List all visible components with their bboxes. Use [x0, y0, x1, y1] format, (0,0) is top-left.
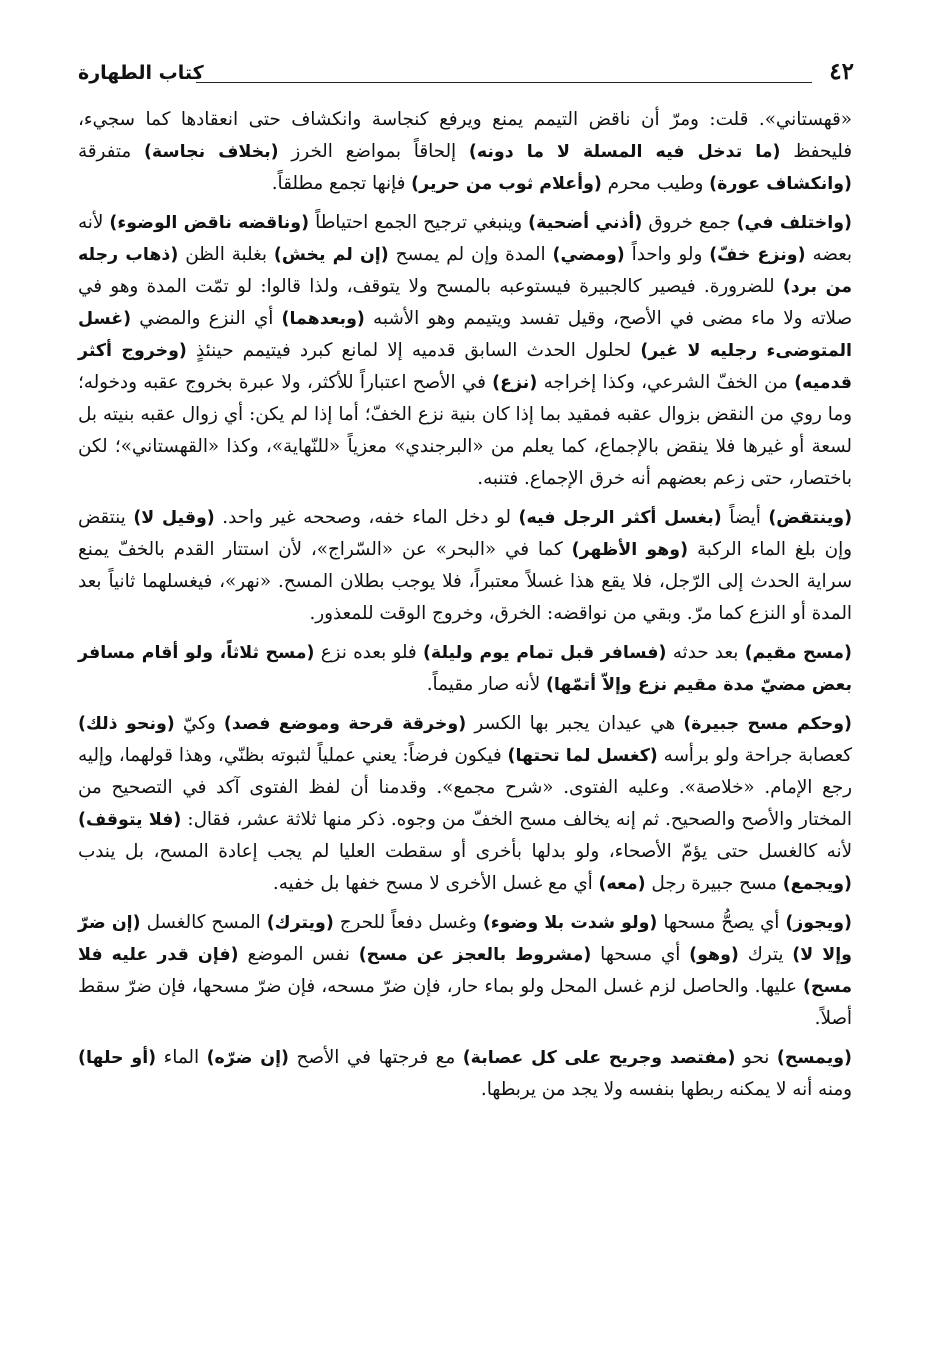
matn-text: (ما تدخل فيه المسلة لا ما دونه)	[468, 142, 781, 162]
matn-text: (أذني أضحية)	[528, 213, 643, 233]
sharh-text: هي عيدان يجبر بها الكسر	[466, 713, 684, 734]
sharh-text: «قهستاني». قلت: ومرّ أن ناقض التيمم يمنع ويرفع كنجاسة وانكشاف حتى انعقادها كما سجيء، فليحفظ	[78, 109, 852, 162]
matn-text: (ونزع خفّ)	[709, 245, 806, 265]
sharh-text: وغسل دفعاً للحرج	[333, 912, 483, 933]
paragraph	[78, 907, 852, 1035]
sharh-text: كما في «البحر» عن «السّراج»، لأن استتار القدم بالخفّ يمنع سراية الحدث إلى الرّجل، فلا يقع هذا غسلاً معتبراً، فلا يوجب بطلان المسح. «نهر»، فيغسلهما ثانياً بعد المدة أو النزع كما مرّ. وبقي من نواقضه: الخرق، وخروج الوقت للمعذور.	[78, 539, 852, 624]
sharh-text: لحلول الحدث السابق قدميه إلا لمانع كبرد فيتيمم حينئذٍ	[186, 340, 641, 361]
matn-text: (ويترك)	[266, 913, 334, 933]
sharh-text: نفس الموضع	[238, 944, 359, 965]
matn-text: (وناقضه ناقض الوضوء)	[109, 213, 310, 233]
matn-text: (مفتصد وجريح على كل عصابة)	[462, 1048, 736, 1068]
paragraph	[78, 708, 852, 900]
matn-text: (إن لم يخش)	[273, 245, 389, 265]
sharh-text: أيضاً	[721, 507, 769, 528]
sharh-text: لأنه صار مقيماً.	[426, 674, 546, 695]
page-number: ٤٢	[829, 58, 854, 85]
matn-text: (وانكشاف عورة)	[709, 174, 852, 194]
paragraph	[78, 502, 852, 630]
sharh-text: بعد حدثه	[666, 642, 745, 663]
matn-text: (فإن قدر عليه فلا مسح)	[78, 945, 852, 997]
sharh-text: يترك	[738, 944, 793, 965]
matn-text: (ومضي)	[552, 245, 625, 265]
sharh-text: لأنه كالغسل حتى يؤمّ الأصحاء، ولو بدلها بأخرى أو سقطت العليا لم يجب إعادة المسح، بل يندب	[78, 841, 852, 862]
sharh-text: نحو	[735, 1047, 777, 1068]
matn-text: (ونحو ذلك)	[78, 714, 175, 734]
sharh-text: كعصابة جراحة ولو برأسه	[657, 745, 852, 766]
matn-text: (وخرقة قرحة وموضع فصد)	[223, 714, 467, 734]
sharh-text: مسح جبيرة رجل	[645, 873, 783, 894]
paragraph	[78, 637, 852, 701]
sharh-text: في الأصح اعتباراً للأكثر، ولا عبرة بخروج عقبه ودخوله؛ وما روي من النقض بزوال عقبه فمقيد بما إذا كان بنية نزع الخفّ؛ أما إذا لم يكن: أي زوال عقبه بنيته بل لسعة أو غيرها فلا ينقض بالإجماع، كما يعلم من «البرجندي» معزياً «للنّهاية»، وكذا «القهستاني»؛ لكن باختصار، حتى زعم بعضهم أنه خرق الإجماع. فتنبه.	[78, 372, 852, 489]
paragraph	[78, 104, 852, 200]
page-header	[78, 56, 854, 96]
sharh-text: فلو بعده نزع	[314, 642, 423, 663]
sharh-text: بغلبة الظن	[178, 244, 274, 265]
sharh-text: وطيب محرم	[601, 173, 710, 194]
sharh-text: أي يصحُّ مسحها	[657, 912, 786, 933]
matn-text: (مشروط بالعجز عن مسح)	[358, 945, 592, 965]
matn-text: (ويجوز)	[785, 913, 852, 933]
sharh-text: إلحاقاً بمواضع الخرز	[278, 141, 469, 162]
matn-text: (وخروج أكثر قدميه)	[78, 341, 852, 393]
matn-text: (إن ضرّ وإلا لا)	[78, 913, 852, 965]
sharh-text: لأنه بعضه	[78, 212, 853, 265]
matn-text: (وينتقض)	[768, 508, 853, 528]
matn-text: (فسافر قبل تمام يوم وليلة)	[422, 643, 667, 663]
sharh-text: المدة وإن لم يمسح	[388, 244, 553, 265]
paragraph	[78, 207, 852, 495]
matn-text: (كغسل لما تحتها)	[507, 746, 658, 766]
sharh-text: من الخفّ الشرعي، وكذا إخراجه	[537, 372, 795, 393]
sharh-text: ينتقض وإن بلغ الماء الركبة	[78, 507, 853, 560]
matn-text: (أو حلها)	[78, 1048, 157, 1068]
paragraph	[78, 1042, 852, 1106]
matn-text: (فلا يتوقف)	[78, 810, 182, 830]
matn-text: (غسل المتوضىء رجليه لا غير)	[78, 309, 852, 361]
matn-text: (ويمسح)	[776, 1048, 852, 1068]
page-body	[78, 104, 852, 1113]
matn-text: (وقيل لا)	[133, 508, 215, 528]
matn-text: (وحكم مسح جبيرة)	[683, 714, 852, 734]
sharh-text: فإنها تجمع مطلقاً.	[271, 173, 412, 194]
matn-text: (معه)	[598, 874, 646, 894]
matn-text: (ولو شدت بلا وضوء)	[482, 913, 658, 933]
matn-text: (نزع)	[492, 373, 538, 393]
matn-text: (بخلاف نجاسة)	[143, 142, 279, 162]
matn-text: (ويجمع)	[782, 874, 852, 894]
sharh-text: لو دخل الماء خفه، وصححه غير واحد.	[214, 507, 519, 528]
sharh-text: ومنه أنه لا يمكنه ربطها بنفسه ولا يجد من يربطها.	[480, 1079, 852, 1100]
matn-text: (إن ضرّه)	[206, 1048, 289, 1068]
sharh-text: فيكون فرضاً: يعني عملياً لثبوته بظنّي، وهذا قولهما، وإليه رجع الإمام. «خلاصة». وعليه الفتوى. «شرح مجمع». وقدمنا أن لفظ الفتوى آكد في التصحيح من المختار والأصح والصحيح. ثم إنه يخالف مسح الخفّ من وجوه. ذكر منها ثلاثة عشر، فقال:	[78, 745, 852, 830]
matn-text: (وبعدهما)	[281, 309, 365, 329]
sharh-text: ولو واحداً	[624, 244, 710, 265]
matn-text: (بغسل أكثر الرجل فيه)	[518, 508, 722, 528]
sharh-text: جمع خروق	[642, 212, 737, 233]
matn-text: (وهو الأظهر)	[571, 540, 689, 560]
sharh-text: أي مع غسل الأخرى لا مسح خفها بل خفيه.	[272, 873, 599, 894]
matn-text: (مسح ثلاثاً، ولو أقام مسافر بعض مضيّ مدة مقيم نزع وإلاّ أتمّها)	[78, 643, 852, 695]
sharh-text: عليها. والحاصل لزم غسل المحل ولو بماء حار، فإن ضرّ مسحه، فإن ضرّ مسحها، فإن ضرّ سقط أصلاً.	[78, 976, 852, 1029]
matn-text: (وهو)	[689, 945, 739, 965]
header-rule	[196, 82, 812, 83]
sharh-text: الماء	[156, 1047, 207, 1068]
sharh-text: وكيّ	[174, 713, 224, 734]
running-title: كتاب الطهارة	[78, 62, 204, 84]
matn-text: (مسح مقيم)	[744, 643, 853, 663]
matn-text: (واختلف في)	[736, 213, 852, 233]
sharh-text: متفرقة	[78, 141, 144, 162]
sharh-text: أي النزع والمضي	[131, 308, 282, 329]
sharh-text: أي مسحها	[591, 944, 690, 965]
sharh-text: المسح كالغسل	[140, 912, 267, 933]
matn-text: (ذهاب رجله من برد)	[78, 245, 853, 297]
matn-text: (وأعلام ثوب من حرير)	[411, 174, 602, 194]
sharh-text: وينبغي ترجيح الجمع احتياطاً	[309, 212, 529, 233]
sharh-text: مع فرجتها في الأصح	[289, 1047, 463, 1068]
sharh-text: للضرورة. فيصير كالجبيرة فيستوعبه بالمسح ولا يتوقف، ولذا قالوا: لو تمّت المدة وهو في صلاته ولا ماء مضى في الأصح، وقيل تفسد ويتيمم وهو الأشبه	[78, 276, 852, 329]
